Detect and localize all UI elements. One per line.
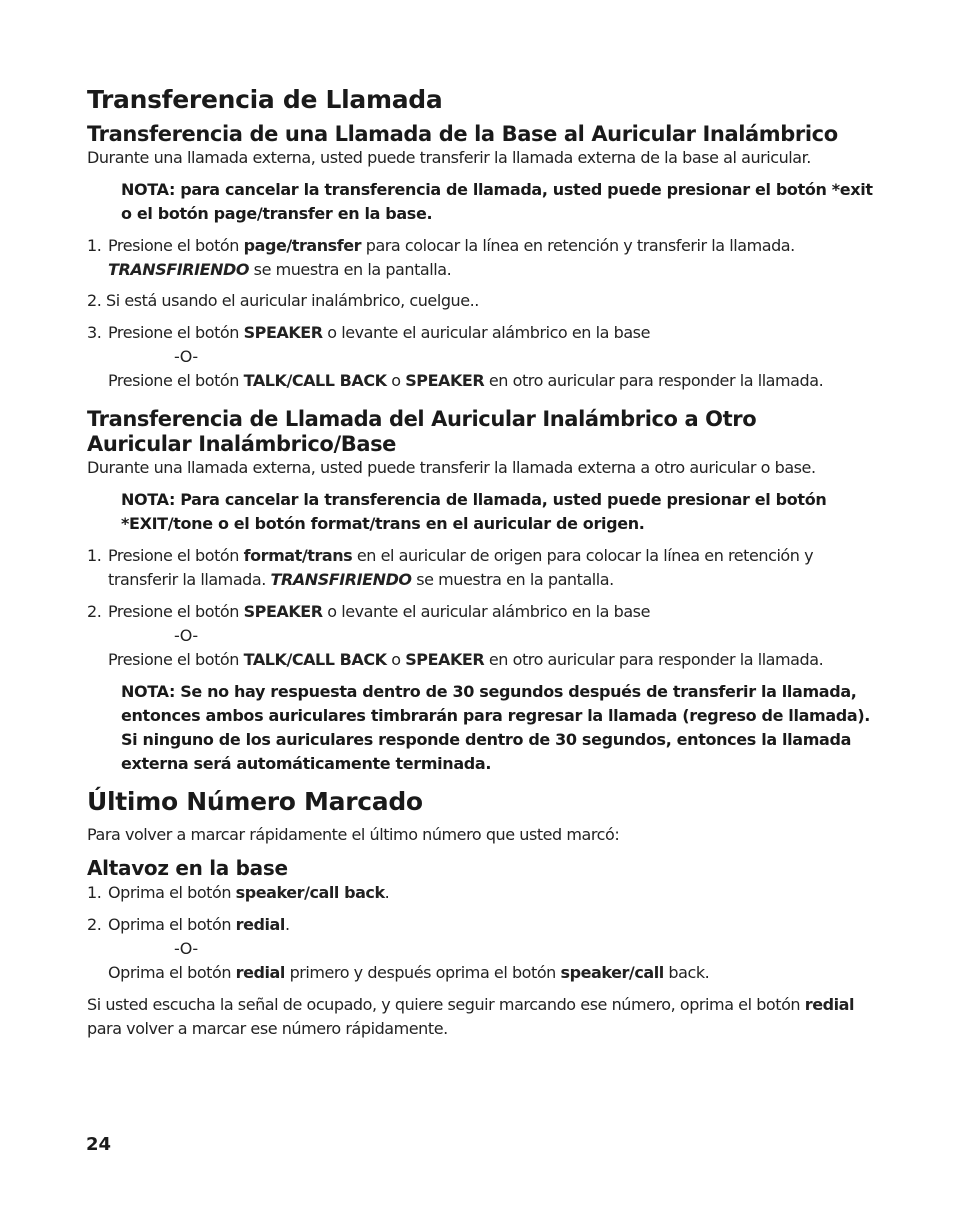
step-text: Presione el botón bbox=[108, 236, 244, 255]
step-text: . bbox=[384, 883, 390, 902]
title-line: Auricular Inalámbrico/Base bbox=[87, 432, 397, 456]
step-text: back. bbox=[663, 963, 710, 982]
button-name: SPEAKER bbox=[405, 650, 485, 669]
step-text: Presione el botón bbox=[108, 650, 244, 669]
intro-paragraph: Durante una llamada externa, usted puede transferir la llamada externa de la base al auricular. bbox=[87, 148, 811, 167]
manual-page bbox=[87, 84, 877, 1051]
button-name: redial bbox=[804, 995, 855, 1014]
step-1 bbox=[87, 234, 877, 282]
title-line: Transferencia de Llamada del Auricular Inalámbrico a Otro bbox=[87, 407, 757, 431]
button-name: SPEAKER bbox=[243, 602, 323, 621]
page-number: 24 bbox=[86, 1134, 112, 1155]
step-3 bbox=[87, 321, 877, 393]
subsection-title-speaker: Altavoz en la base bbox=[87, 856, 288, 880]
step-number: 1. bbox=[87, 236, 102, 255]
or-separator: -O- bbox=[174, 347, 198, 366]
note-no-answer: NOTA: Se no hay respuesta dentro de 30 segundos después de transferir la llamada, entonces ambos auriculares timbrarán para regresar la llamada (regreso de llamada). Si ninguno de los auriculares responde dentro de 30 segundos, entonces la llamada externa será automáticamente terminada. bbox=[121, 682, 871, 773]
step-text: o bbox=[386, 650, 406, 669]
display-text: TRANSFIRIENDO bbox=[108, 260, 250, 279]
step-number: 2. bbox=[87, 602, 102, 621]
button-name: TALK/CALL BACK bbox=[243, 650, 387, 669]
step-text: Oprima el botón bbox=[108, 963, 236, 982]
or-separator: -O- bbox=[174, 626, 198, 645]
step-text: o levante el auricular alámbrico en la base bbox=[322, 323, 650, 342]
step-text: Presione el botón bbox=[108, 323, 244, 342]
subsection-title-handset-to-handset bbox=[87, 407, 877, 457]
section-title-last-number: Último Número Marcado bbox=[87, 787, 423, 816]
section-title-transfer: Transferencia de Llamada bbox=[87, 85, 443, 114]
step-text: en otro auricular para responder la llamada. bbox=[484, 650, 824, 669]
button-name: SPEAKER bbox=[243, 323, 323, 342]
step-text: primero y después oprima el botón bbox=[284, 963, 561, 982]
paragraph-text: Si usted escucha la señal de ocupado, y quiere seguir marcando ese número, oprima el botón bbox=[87, 995, 805, 1014]
button-name: redial bbox=[235, 915, 285, 934]
step-text: Presione el botón bbox=[108, 371, 244, 390]
intro-paragraph: Para volver a marcar rápidamente el último número que usted marcó: bbox=[87, 825, 620, 844]
step-text: en otro auricular para responder la llamada. bbox=[484, 371, 824, 390]
paragraph-text: para volver a marcar ese número rápidamente. bbox=[87, 1019, 448, 1038]
step-text: en el auricular de origen para colocar la línea en retención y transferir la llamada. bbox=[108, 546, 814, 589]
or-separator: -O- bbox=[174, 939, 198, 958]
step-1 bbox=[87, 881, 877, 905]
step-text: Oprima el botón bbox=[108, 915, 236, 934]
button-name: speaker/call bbox=[560, 963, 664, 982]
step-number: 2. bbox=[87, 915, 102, 934]
button-name: redial bbox=[235, 963, 285, 982]
step-2 bbox=[87, 913, 877, 985]
step-text: Presione el botón bbox=[108, 546, 244, 565]
closing-paragraph bbox=[87, 993, 877, 1041]
intro-paragraph: Durante una llamada externa, usted puede transferir la llamada externa a otro auricular o base. bbox=[87, 458, 816, 477]
step-text: o levante el auricular alámbrico en la base bbox=[322, 602, 650, 621]
step-1 bbox=[87, 544, 877, 592]
display-text: TRANSFIRIENDO bbox=[270, 570, 412, 589]
step-text: Oprima el botón bbox=[108, 883, 236, 902]
button-name: speaker/call back bbox=[235, 883, 385, 902]
step-2 bbox=[87, 600, 877, 672]
step-text: o bbox=[386, 371, 406, 390]
step-2: 2. Si está usando el auricular inalámbrico, cuelgue.. bbox=[87, 291, 479, 310]
step-number: 1. bbox=[87, 883, 102, 902]
button-name: TALK/CALL BACK bbox=[243, 371, 387, 390]
step-text: Presione el botón bbox=[108, 602, 244, 621]
step-text: para colocar la línea en retención y transferir la llamada. bbox=[361, 236, 795, 255]
subsection-title-base-to-handset: Transferencia de una Llamada de la Base al Auricular Inalámbrico bbox=[87, 122, 838, 146]
button-name: SPEAKER bbox=[405, 371, 485, 390]
step-number: 3. bbox=[87, 323, 102, 342]
step-number: 1. bbox=[87, 546, 102, 565]
step-text: . bbox=[284, 915, 290, 934]
note-cancel-transfer: NOTA: Para cancelar la transferencia de llamada, usted puede presionar el botón *EXIT/tone o el botón format/trans en el auricular de origen. bbox=[121, 490, 827, 533]
step-text: se muestra en la pantalla. bbox=[411, 570, 614, 589]
step-text: se muestra en la pantalla. bbox=[249, 260, 452, 279]
button-name: page/transfer bbox=[243, 236, 362, 255]
button-name: format/trans bbox=[243, 546, 353, 565]
note-cancel-transfer: NOTA: para cancelar la transferencia de llamada, usted puede presionar el botón *exit o el botón page/transfer en la base. bbox=[121, 180, 873, 223]
